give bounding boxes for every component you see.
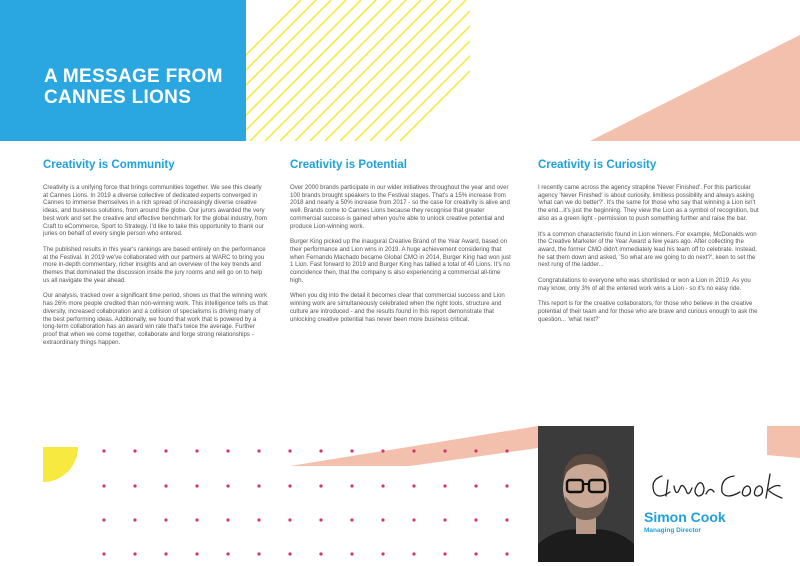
paragraph: Burger King picked up the inaugural Creative Brand of the Year Award, based on their performance and Lion wins in 2019. A huge achievement considering that when Fernando Machado became Global CMO in 2014, Burger King had won just 1 Lion. Fast forward to 2019 and Burger King has tallied a total of 40 Lions. It's no coincidence then, that the company is also experiencing a commercial all-time high. [290, 238, 511, 284]
signatory-name: Simon Cook [644, 509, 726, 525]
paragraph: Our analysis, tracked over a significant time period, shows us that the winning work has 26% more people credited than non-winning work. This intelligence tells us that diversity, increased collaboration and a collision of specialisms is driving many of the best performing ideas. Additionally, we found that work that is powered by a long-term collaboration has an award win rate that's twice the average. Further proof that when we come together, collaborate and forge strong relationships - extraordinary things happen. [43, 292, 268, 346]
paragraph: I recently came across the agency strapline 'Never Finished'. For this particular agency 'Never Finished' is about curiosity, limitless possibility and always asking 'what can we do better?'. It's the same for those who say that winning a Lion isn't the end...it's just the beginning. They view the Lion as a symbol of recognition, but also as a green light - permission to push something further and raise the bar. [538, 184, 759, 222]
paragraph: Over 2000 brands participate in our wider initiatives throughout the year and over 100 brands brought speakers to the Festival stages. That's a 15% increase from 2018 and nearly a 50% increase from 2017 - so the case for creativity is alive and well. Brands come to Cannes Lions because they recognise that greater commercial success is gained when you're able to unlock creative potential and produce Lion-winning work. [290, 184, 510, 230]
portrait-illustration [538, 426, 634, 562]
column-heading: Creativity is Potential [290, 159, 407, 171]
signature [648, 466, 788, 508]
column-curiosity [538, 158, 763, 332]
yellow-quarter-circle [43, 447, 78, 482]
portrait-photo [538, 426, 634, 562]
paragraph: This report is for the creative collaborators, for those who believe in the creative potential of their team and for those who are brave and curious enough to ask the question... 'what next?' [538, 300, 758, 323]
salmon-sliver-right [767, 426, 800, 458]
page-title [44, 66, 244, 108]
title-line-2: CANNES LIONS [44, 87, 192, 108]
salmon-triangle-top [590, 35, 800, 141]
column-community [43, 158, 268, 354]
signatory-role: Managing Director [644, 527, 702, 534]
salmon-triangle-bottom [290, 426, 538, 466]
paragraph: When you dig into the detail it becomes clear that commercial success and Lion winning work are simultaneously celebrated when the right tools, structure and culture are introduced - and the results found in this report demonstrate that unlocking creative potential has never been more business critical. [290, 292, 505, 323]
column-heading: Creativity is Community [43, 159, 175, 171]
title-line-1: A MESSAGE FROM [44, 66, 223, 87]
paragraph: The published results in this year's rankings are based entirely on the performance at the Festival. In 2019 we've collaborated with our partners at WARC to bring you more in-depth commentary, richer insights and an overview of the key trends and themes that dominated the discussion inside the jury rooms and will go on to help us all navigate the year ahead. [43, 245, 266, 284]
paragraph: It's a common characteristic found in Lion winners. For example, McDonalds won the Creative Marketer of the Year Award a few years ago. After collecting the award, the former CMO didn't immediately lead his team off to celebrate. Instead, he sat them down and asked, 'So what are we going to do next?', keen to set the next rung of the ladder... [538, 230, 757, 269]
column-potential [290, 158, 515, 331]
paragraph: Congratulations to everyone who was shortlisted or won a Lion in 2019. As you may know, only 3% of all the entered work wins a Lion - so it's no easy ride. [538, 277, 751, 292]
column-heading: Creativity is Curiosity [538, 159, 657, 171]
paragraph: Creativity is a unifying force that brings communities together. We see this clearly at Cannes Lions. In 2019 a diverse collective of dedicated experts converged in Cannes to immerse themselves in a rich spread of increasingly diverse creative ideas, and business solutions, from around the globe. Our jurors awarded the very best work and set the creative and effective benchmark for the global industry, from Craft to eCommerce, Sport to Strategy. I'd like to take this opportunity to thank our juries on behalf of every single person who entered. [43, 184, 268, 238]
